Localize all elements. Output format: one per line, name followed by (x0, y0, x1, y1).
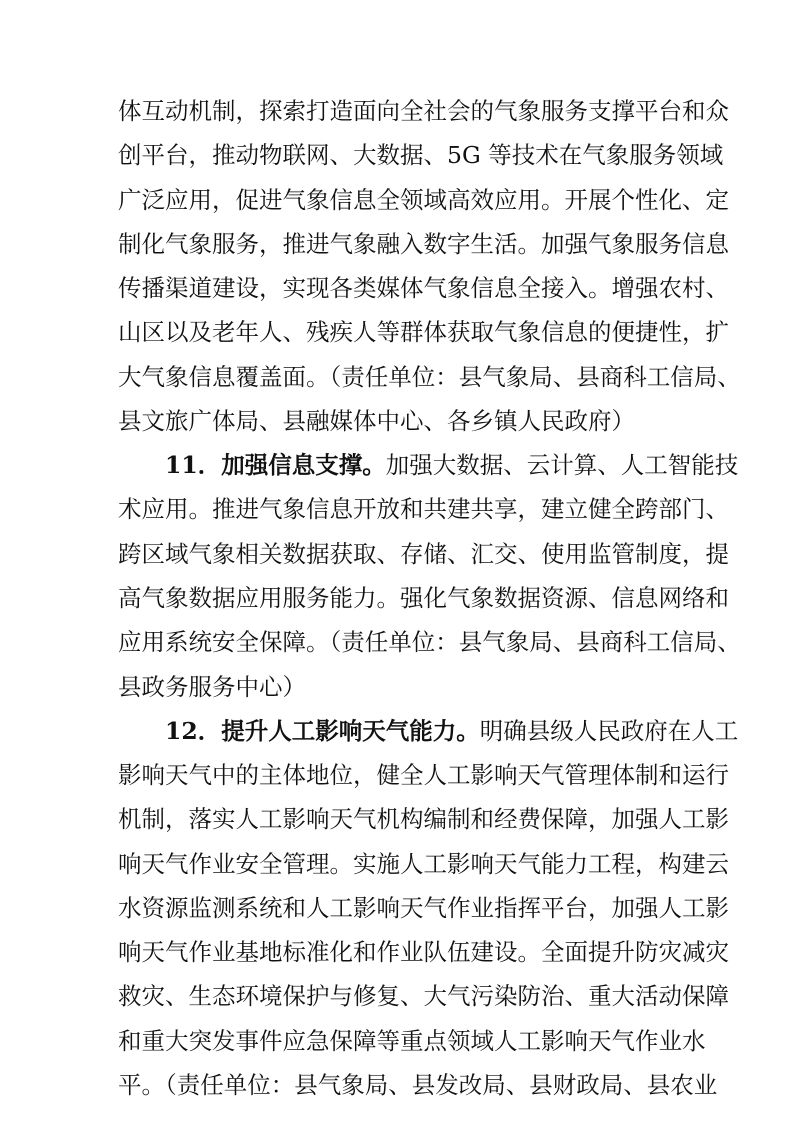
paragraph-line: 广泛应用，促进气象信息全领域高效应用。开展个性化、定 (118, 186, 729, 214)
paragraph-line: 高气象数据应用服务能力。强化气象数据资源、信息网络和 (118, 584, 729, 612)
paragraph-line: 术应用。推进气象信息开放和共建共享，建立健全跨部门、 (118, 495, 729, 523)
section-11-first-line-text: 加强大数据、云计算、人工智能技 (385, 451, 739, 479)
paragraph-line: 和重大突发事件应急保障等重点领域人工影响天气作业水 (118, 1027, 706, 1055)
paragraph-line: 创平台，推动物联网、大数据、5G 等技术在气象服务领域 (118, 141, 724, 169)
paragraph-line: 平。（责任单位：县气象局、县发改局、县财政局、县农业 (118, 1071, 718, 1099)
section-12-heading: 12．提升人工影响天气能力。 (165, 717, 480, 745)
paragraph-line: 救灾、生态环境保护与修复、大气污染防治、重大活动保障 (118, 982, 729, 1010)
paragraph-line: 大气象信息覆盖面。（责任单位：县气象局、县商科工信局、 (118, 363, 741, 391)
paragraph-line: 体互动机制，探索打造面向全社会的气象服务支撑平台和众 (118, 97, 729, 125)
paragraph-line: 响天气作业安全管理。实施人工影响天气能力工程，构建云 (118, 850, 729, 878)
paragraph-line: 山区以及老年人、残疾人等群体获取气象信息的便捷性，扩 (118, 318, 729, 346)
paragraph-line: 县文旅广体局、县融媒体中心、各乡镇人民政府） (118, 407, 635, 435)
paragraph-line: 机制，落实人工影响天气机构编制和经费保障，加强人工影 (118, 805, 729, 833)
paragraph-line: 县政务服务中心） (118, 673, 306, 701)
paragraph-line: 水资源监测系统和人工影响天气作业指挥平台，加强人工影 (118, 894, 729, 922)
paragraph-line: 制化气象服务，推进气象融入数字生活。加强气象服务信息 (118, 230, 729, 258)
paragraph-line: 应用系统安全保障。（责任单位：县气象局、县商科工信局、 (118, 628, 741, 656)
section-11-first-line (165, 450, 739, 480)
paragraph-line: 影响天气中的主体地位，健全人工影响天气管理体制和运行 (118, 761, 729, 789)
section-11-heading: 11．加强信息支撑。 (165, 451, 386, 479)
paragraph-line: 响天气作业基地标准化和作业队伍建设。全面提升防灾减灾 (118, 938, 729, 966)
paragraph-line: 传播渠道建设，实现各类媒体气象信息全接入。增强农村、 (118, 274, 729, 302)
section-12-first-line-text: 明确县级人民政府在人工 (479, 717, 739, 745)
section-12-first-line (165, 716, 739, 746)
paragraph-line: 跨区域气象相关数据获取、存储、汇交、使用监管制度，提 (118, 540, 729, 568)
